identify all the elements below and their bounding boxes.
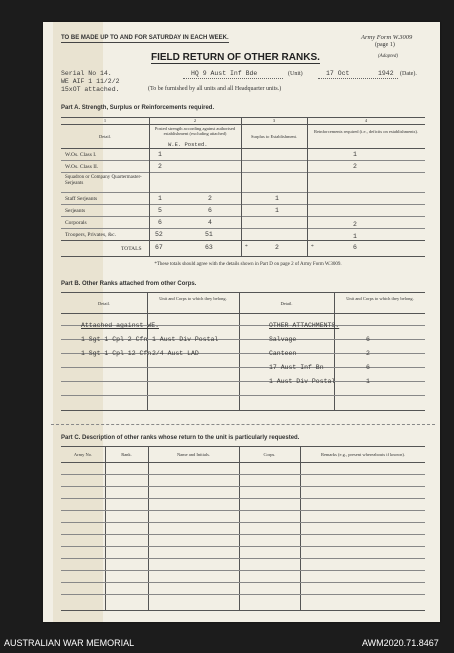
total-c3: 2 <box>275 244 279 251</box>
col-number-1: 1 <box>103 118 107 123</box>
serial-number: Serial No 14. <box>61 70 112 77</box>
left-row-detail: 1 Sgt 1 Cpl 12 Cfn <box>81 350 152 357</box>
asterisk-mark: * <box>311 244 314 250</box>
row-c4: 2 <box>353 221 357 228</box>
c-col-header-corps: Corps. <box>263 452 276 457</box>
col-header-posted: Posted strength according against authorised establishment (excluding attached) <box>154 126 236 136</box>
perforation-line <box>51 424 435 425</box>
row-c2a: 5 <box>158 207 162 214</box>
attached-against-we-title: Attached against WE. <box>81 322 160 329</box>
row-c2b: 6 <box>208 207 212 214</box>
left-row-detail: 1 Sgt 1 Cpl 2 Cfn <box>81 336 148 343</box>
row-c2a: 2 <box>158 163 162 170</box>
footer-accession: AWM2020.71.8467 <box>362 638 439 648</box>
right-row-detail: 1 Aust Div Postal <box>269 378 336 385</box>
form-title: FIELD RETURN OF OTHER RANKS. <box>151 52 320 63</box>
typed-header-note: W.E. Posted. <box>168 141 208 148</box>
row-c2a: 6 <box>158 219 162 226</box>
totals-label: TOTALS <box>121 246 142 252</box>
attached-line-1: WE AIF 1 11/2/2 <box>61 78 120 85</box>
col-number-2: 2 <box>193 118 197 123</box>
c-col-header-army-no: Army No. <box>73 452 93 457</box>
c-col-header-remarks: Remarks (e.g., present whereabouts if known). <box>320 452 406 457</box>
row-detail: Troopers, Privates, &c. <box>65 232 116 238</box>
b-col-header-unit-right: Unit and Corps to which they belong. <box>346 296 414 301</box>
b-col-header-unit-left: Unit and Corps to which they belong. <box>159 296 227 301</box>
right-row-count: 6 <box>366 364 370 371</box>
footer-credit: AUSTRALIAN WAR MEMORIAL <box>4 638 135 648</box>
col-header-detail: Detail. <box>98 134 112 139</box>
col-number-4: 4 <box>364 118 368 123</box>
part-a-footnote: *These totals should agree with the details shown in Part D on page 2 of Army Form W.3009. <box>154 262 342 267</box>
other-attachments-title: OTHER ATTACHMENTS. <box>269 322 340 329</box>
attached-line-2: 15xOT attached. <box>61 86 120 93</box>
row-c2b: 4 <box>208 219 212 226</box>
total-c2a: 67 <box>155 244 163 251</box>
form-name: Army Form W.3009 <box>361 34 413 41</box>
row-c2b: 2 <box>208 195 212 202</box>
date-label: (Date). <box>400 71 417 77</box>
date-value: 17 Oct <box>326 70 350 77</box>
part-b-heading: Part B. Other Ranks attached from other Corps. <box>61 281 197 287</box>
row-c4: 2 <box>353 163 357 170</box>
total-c2b: 63 <box>205 244 213 251</box>
right-row-detail: 17 Aust Inf Bn <box>269 364 324 371</box>
row-c2b: 51 <box>205 231 213 238</box>
form-sheet <box>43 22 440 622</box>
col-header-reinforcements: Reinforcements required (i.e., deficits on establishments). <box>313 129 419 134</box>
right-row-detail: Salvage <box>269 336 297 343</box>
right-row-count: 2 <box>366 350 370 357</box>
left-row-unit: 2/4 Aust LAD <box>152 350 199 357</box>
notice-text: TO BE MADE UP TO AND FOR SATURDAY IN EACH WEEK. <box>61 35 229 41</box>
c-col-header-name: Name and Initials. <box>176 452 211 457</box>
c-col-header-rank: Rank. <box>121 452 132 457</box>
row-detail: Serjeants <box>65 208 86 214</box>
adapted-note: (Adapted) <box>378 54 398 59</box>
part-a-heading: Part A. Strength, Surplus or Reinforcements required. <box>61 105 215 111</box>
row-detail: W.Os. Class I. <box>65 152 97 158</box>
b-col-header-detail-left: Detail. <box>97 301 111 306</box>
row-detail: Squadron or Company Quartermaster-Serjeants <box>65 175 142 186</box>
b-col-header-detail-right: Detail. <box>280 301 293 306</box>
row-c2a: 1 <box>158 195 162 202</box>
row-c2a: 1 <box>158 151 162 158</box>
left-row-unit: 1 Aust Div Postal <box>152 336 219 343</box>
date-year: 1942 <box>378 70 394 77</box>
part-c-heading: Part C. Description of other ranks whose return to the unit is particularly requested. <box>61 435 300 441</box>
furnished-note: (To be furnished by all units and all Headquarter units.) <box>148 86 282 92</box>
row-detail: W.Os. Class II. <box>65 164 99 170</box>
col-number-3: 3 <box>272 118 276 123</box>
row-c2a: 52 <box>155 231 163 238</box>
page-note: (page 1) <box>375 42 395 48</box>
row-c3: 1 <box>275 195 279 202</box>
unit-value: HQ 9 Aust Inf Bde <box>191 70 258 77</box>
row-c4: 1 <box>353 233 357 240</box>
row-c3: 1 <box>275 207 279 214</box>
col-header-surplus: Surplus to Establishment. <box>250 134 298 139</box>
row-detail: Corporals <box>65 220 87 226</box>
row-c4: 1 <box>353 151 357 158</box>
asterisk-mark: * <box>245 244 248 250</box>
unit-label: (Unit) <box>288 71 303 77</box>
right-row-count: 6 <box>366 336 370 343</box>
row-detail: Staff Serjeants <box>65 196 98 202</box>
right-row-count: 1 <box>366 378 370 385</box>
total-c4: 6 <box>353 244 357 251</box>
right-row-detail: Canteen <box>269 350 297 357</box>
